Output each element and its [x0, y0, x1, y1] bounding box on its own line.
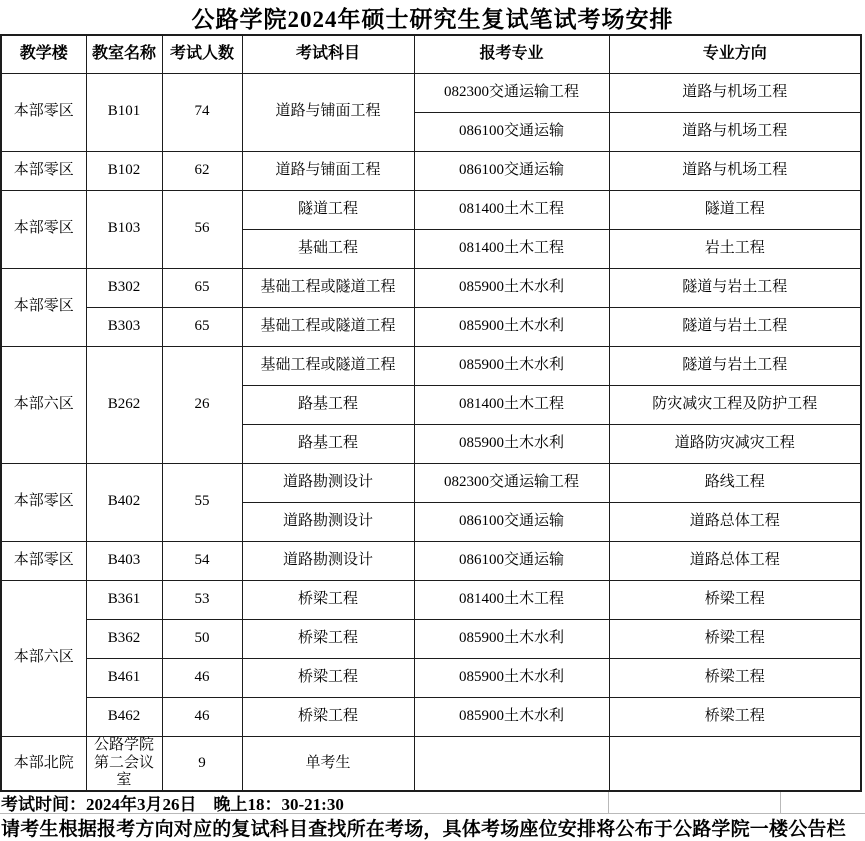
room-cell: B103: [86, 190, 162, 268]
building-cell: 本部零区: [1, 268, 86, 346]
count-cell: 65: [162, 268, 242, 307]
direction-cell: [609, 736, 861, 791]
major-cell: 085900土木水利: [414, 307, 609, 346]
direction-cell: 道路防灾减灾工程: [609, 424, 861, 463]
count-cell: 46: [162, 697, 242, 736]
col-header-major: 报考专业: [414, 35, 609, 73]
room-cell: B462: [86, 697, 162, 736]
table-row: [1, 307, 861, 346]
room-cell: B362: [86, 619, 162, 658]
major-cell: 085900土木水利: [414, 346, 609, 385]
subject-cell: 桥梁工程: [242, 580, 414, 619]
count-cell: 50: [162, 619, 242, 658]
count-cell: 74: [162, 73, 242, 151]
table-row: [1, 190, 861, 229]
room-cell: B101: [86, 73, 162, 151]
major-cell: 085900土木水利: [414, 697, 609, 736]
building-cell: 本部零区: [1, 73, 86, 151]
table-row: [1, 580, 861, 619]
subject-cell: 路基工程: [242, 424, 414, 463]
count-cell: 9: [162, 736, 242, 791]
notice-text: 请考生根据报考方向对应的复试科目查找所在考场，具体考场座位安排将公布于公路学院一楼公告栏: [1, 818, 846, 840]
count-cell: 65: [162, 307, 242, 346]
direction-cell: 桥梁工程: [609, 697, 861, 736]
count-cell: 53: [162, 580, 242, 619]
major-cell: 086100交通运输: [414, 502, 609, 541]
direction-cell: 道路与机场工程: [609, 151, 861, 190]
col-header-count: 考试人数: [162, 35, 242, 73]
col-header-building: 教学楼: [1, 35, 86, 73]
exam-time-row: [0, 792, 865, 814]
building-cell: 本部北院: [1, 736, 86, 791]
subject-cell: 基础工程或隧道工程: [242, 307, 414, 346]
notice-row: [0, 814, 865, 840]
subject-cell: 道路与铺面工程: [242, 151, 414, 190]
footer-gridline-vertical: [608, 792, 609, 813]
direction-cell: 隧道与岩土工程: [609, 307, 861, 346]
table-row: [1, 268, 861, 307]
major-cell: 086100交通运输: [414, 112, 609, 151]
building-cell: 本部零区: [1, 151, 86, 190]
table-row: [1, 697, 861, 736]
major-cell: 086100交通运输: [414, 541, 609, 580]
exam-time-text: 考试时间：2024年3月26日 晚上18：30-21:30: [1, 795, 344, 814]
subject-cell: 基础工程: [242, 229, 414, 268]
room-cell: B361: [86, 580, 162, 619]
col-header-direction: 专业方向: [609, 35, 861, 73]
direction-cell: 岩土工程: [609, 229, 861, 268]
subject-cell: 隧道工程: [242, 190, 414, 229]
subject-cell: 路基工程: [242, 385, 414, 424]
direction-cell: 桥梁工程: [609, 658, 861, 697]
major-cell: 081400土木工程: [414, 229, 609, 268]
major-cell: 081400土木工程: [414, 580, 609, 619]
subject-cell: 基础工程或隧道工程: [242, 268, 414, 307]
direction-cell: 桥梁工程: [609, 580, 861, 619]
direction-cell: 道路总体工程: [609, 541, 861, 580]
count-cell: 46: [162, 658, 242, 697]
direction-cell: 道路与机场工程: [609, 112, 861, 151]
count-cell: 26: [162, 346, 242, 463]
building-cell: 本部零区: [1, 190, 86, 268]
room-cell: B302: [86, 268, 162, 307]
direction-cell: 隧道工程: [609, 190, 861, 229]
table-row: [1, 346, 861, 385]
building-cell: 本部六区: [1, 346, 86, 463]
direction-cell: 道路总体工程: [609, 502, 861, 541]
page-title: 公路学院2024年硕士研究生复试笔试考场安排: [191, 6, 674, 32]
major-cell: 086100交通运输: [414, 151, 609, 190]
building-cell: 本部零区: [1, 541, 86, 580]
table-header-row: [1, 35, 861, 73]
exam-schedule-table: [0, 34, 862, 792]
major-cell: 085900土木水利: [414, 268, 609, 307]
table-row: [1, 463, 861, 502]
direction-cell: 桥梁工程: [609, 619, 861, 658]
direction-cell: 隧道与岩土工程: [609, 268, 861, 307]
count-cell: 56: [162, 190, 242, 268]
room-cell: B461: [86, 658, 162, 697]
building-cell: 本部六区: [1, 580, 86, 736]
major-cell: 085900土木水利: [414, 619, 609, 658]
major-cell: 082300交通运输工程: [414, 73, 609, 112]
subject-cell: 基础工程或隧道工程: [242, 346, 414, 385]
subject-cell: 桥梁工程: [242, 697, 414, 736]
subject-cell: 道路与铺面工程: [242, 73, 414, 151]
major-cell: 085900土木水利: [414, 658, 609, 697]
subject-cell: 道路勘测设计: [242, 463, 414, 502]
room-cell: B402: [86, 463, 162, 541]
subject-cell: 桥梁工程: [242, 619, 414, 658]
major-cell: 081400土木工程: [414, 190, 609, 229]
room-cell: 公路学院第二会议室: [86, 736, 162, 791]
subject-cell: 单考生: [242, 736, 414, 791]
table-row: [1, 658, 861, 697]
col-header-subject: 考试科目: [242, 35, 414, 73]
major-cell: 082300交通运输工程: [414, 463, 609, 502]
count-cell: 62: [162, 151, 242, 190]
footer-gridline-vertical: [780, 792, 781, 813]
direction-cell: 路线工程: [609, 463, 861, 502]
subject-cell: 道路勘测设计: [242, 502, 414, 541]
building-cell: 本部零区: [1, 463, 86, 541]
col-header-room: 教室名称: [86, 35, 162, 73]
subject-cell: 道路勘测设计: [242, 541, 414, 580]
major-cell: 081400土木工程: [414, 385, 609, 424]
table-row: [1, 73, 861, 112]
table-row: [1, 736, 861, 791]
room-cell: B403: [86, 541, 162, 580]
major-cell: 085900土木水利: [414, 424, 609, 463]
major-cell: [414, 736, 609, 791]
count-cell: 54: [162, 541, 242, 580]
room-cell: B303: [86, 307, 162, 346]
subject-cell: 桥梁工程: [242, 658, 414, 697]
direction-cell: 隧道与岩土工程: [609, 346, 861, 385]
room-cell: B102: [86, 151, 162, 190]
table-row: [1, 151, 861, 190]
table-row: [1, 541, 861, 580]
direction-cell: 道路与机场工程: [609, 73, 861, 112]
count-cell: 55: [162, 463, 242, 541]
direction-cell: 防灾减灾工程及防护工程: [609, 385, 861, 424]
table-row: [1, 619, 861, 658]
room-cell: B262: [86, 346, 162, 463]
